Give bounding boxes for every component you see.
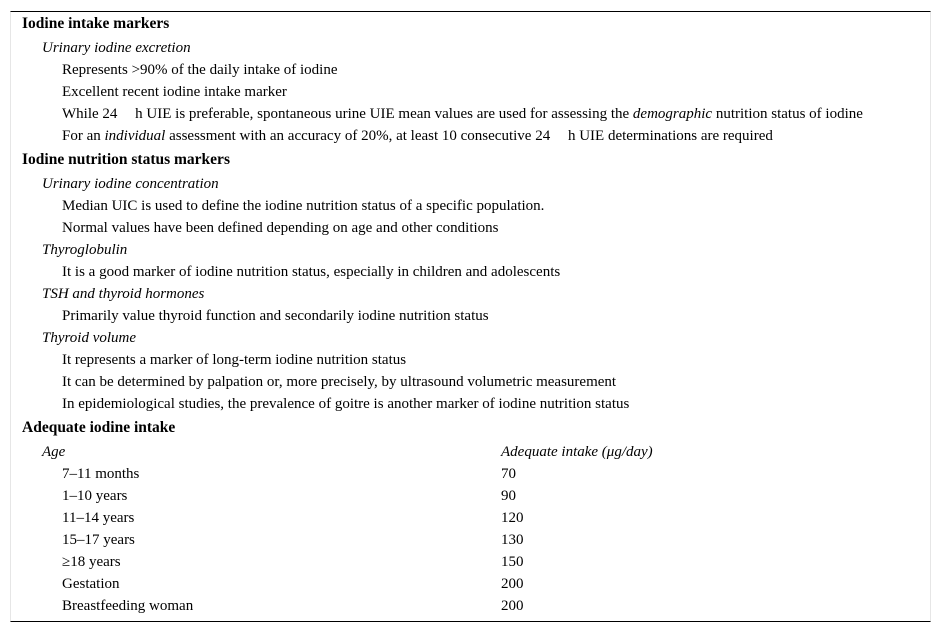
item-text: h UIE determinations are required [567, 128, 773, 144]
section-title-status: Iodine nutrition status markers [22, 151, 230, 168]
table-row-intake: 120 [501, 510, 524, 526]
table-row-intake: 130 [501, 532, 524, 548]
table-row-age: 7–11 months [62, 466, 140, 482]
section-title-adequate: Adequate iodine intake [22, 419, 176, 436]
table-row-age: 11–14 years [62, 510, 135, 526]
subheading-thyroid-volume: Thyroid volume [42, 330, 137, 346]
table-row-age: ≥18 years [62, 554, 121, 570]
section-title-intake: Iodine intake markers [22, 15, 170, 32]
table-row-age: 1–10 years [62, 488, 128, 504]
item-text: assessment with an accuracy of 20%, at least 10 consecutive 24 [169, 128, 551, 144]
table-frame [10, 11, 931, 622]
table-row-intake: 200 [501, 598, 524, 614]
subheading-urinary-iodine-concentration: Urinary iodine concentration [42, 176, 219, 192]
item-emphasis: individual [104, 128, 166, 144]
list-item: It represents a marker of long-term iodine nutrition status [62, 352, 407, 368]
table-row-intake: 90 [501, 488, 516, 504]
subheading-thyroglobulin: Thyroglobulin [42, 242, 128, 258]
column-header-age: Age [42, 444, 66, 460]
list-item [62, 104, 863, 124]
table-row-age: Breastfeeding woman [62, 598, 194, 614]
item-text: nutrition status of iodine [715, 106, 863, 122]
table-row-age: Gestation [62, 576, 120, 592]
item-text: For an [62, 128, 101, 144]
table-row-intake: 200 [501, 576, 524, 592]
list-item: It can be determined by palpation or, more precisely, by ultrasound volumetric measurement [62, 374, 617, 390]
column-header-intake: Adequate intake (μg/day) [501, 444, 653, 460]
list-item: Represents >90% of the daily intake of iodine [62, 62, 338, 78]
list-item: Primarily value thyroid function and secondarily iodine nutrition status [62, 308, 489, 324]
list-item: Median UIC is used to define the iodine nutrition status of a specific population. [62, 198, 545, 214]
table-row-age: 15–17 years [62, 532, 135, 548]
subheading-urinary-iodine-excretion: Urinary iodine excretion [42, 40, 191, 56]
list-item [62, 126, 773, 146]
item-text: h UIE is preferable, spontaneous urine UIE mean values are used for assessing the [135, 106, 630, 122]
table-row-intake: 70 [501, 466, 516, 482]
item-emphasis: demographic [632, 106, 713, 122]
list-item: In epidemiological studies, the prevalence of goitre is another marker of iodine nutrition status [62, 396, 630, 412]
list-item: It is a good marker of iodine nutrition status, especially in children and adolescents [62, 264, 561, 280]
table-row-intake: 150 [501, 554, 524, 570]
list-item: Normal values have been defined depending on age and other conditions [62, 220, 499, 236]
list-item: Excellent recent iodine intake marker [62, 84, 287, 100]
item-text: While 24 [62, 106, 118, 122]
subheading-tsh-thyroid-hormones: TSH and thyroid hormones [42, 286, 205, 302]
